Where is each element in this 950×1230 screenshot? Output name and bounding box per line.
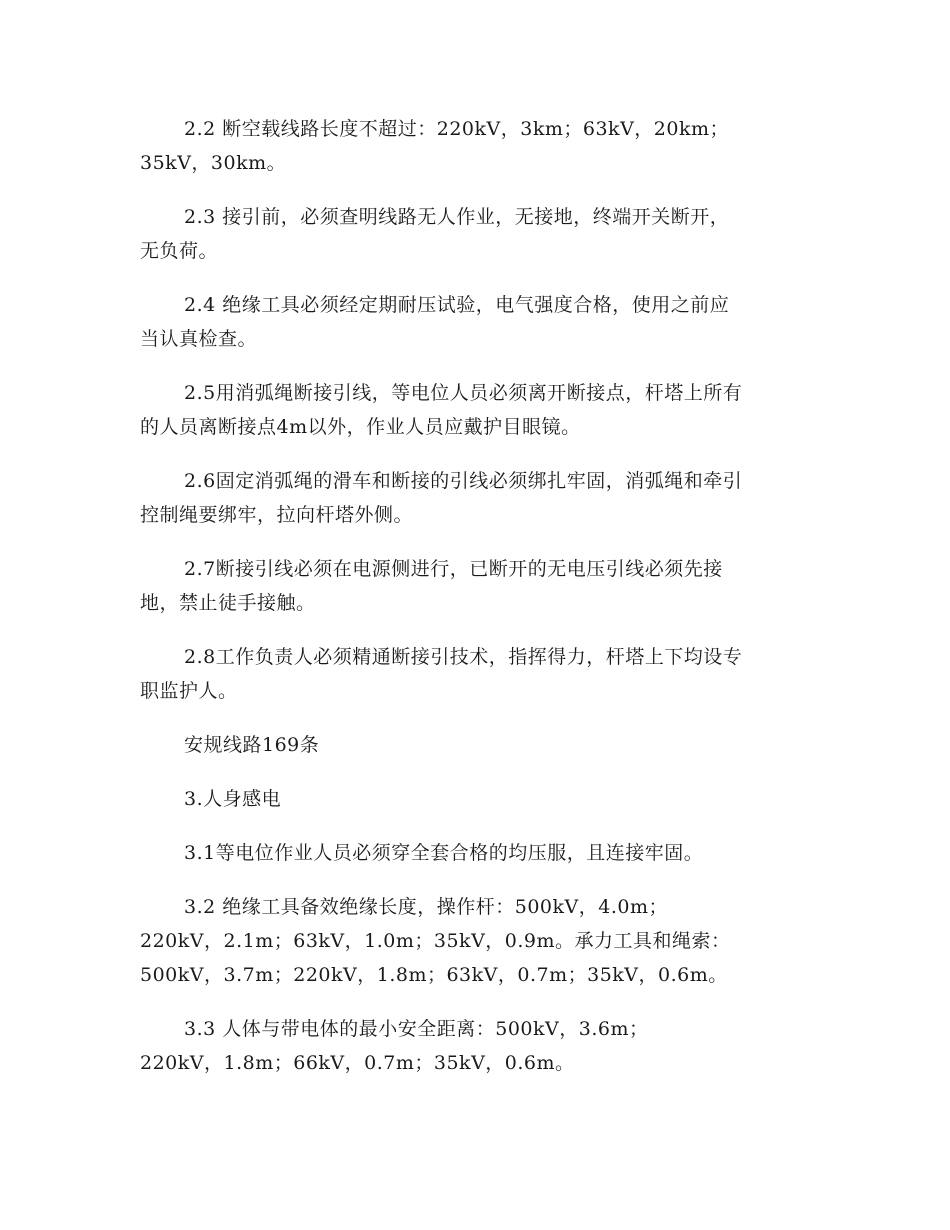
paragraph-line: 2.5用消弧绳断接引线，等电位人员必须离开断接点，杆塔上所有 [184,382,743,404]
paragraph-line: 2.4 绝缘工具必须经定期耐压试验，电气强度合格，使用之前应 [184,294,730,316]
paragraph-2-2 [140,112,820,180]
paragraph-line: 2.7断接引线必须在电源侧进行，已断开的无电压引线必须先接 [184,558,723,580]
paragraph-line: 控制绳要绑牢，拉向杆塔外侧。 [140,504,414,526]
paragraph-line: 职监护人。 [140,680,238,702]
paragraph-3-2 [140,890,820,992]
paragraph-line: 当认真检查。 [140,328,258,350]
paragraph-line: 220kV，1.8m；66kV，0.7m；35kV，0.6m。 [140,1052,575,1074]
paragraph-line: 地，禁止徒手接触。 [140,592,316,614]
paragraph-2-6 [140,464,820,532]
paragraph-line: 220kV，2.1m；63kV，1.0m；35kV，0.9m。承力工具和绳索： [140,930,731,952]
paragraph-line: 2.3 接引前，必须查明线路无人作业，无接地，终端开关断开， [184,206,730,228]
paragraph-line: 安规线路169条 [184,734,320,756]
paragraph-3-3 [140,1012,820,1080]
paragraph-2-3 [140,200,820,268]
paragraph-line: 3.2 绝缘工具备效绝缘长度，操作杆：500kV，4.0m； [184,896,668,918]
paragraph-line: 2.8工作负责人必须精通断接引技术，指挥得力，杆塔上下均设专 [184,646,743,668]
paragraph-line: 无负荷。 [140,240,219,262]
paragraph-3-1 [140,836,820,870]
paragraph-line: 500kV，3.7m；220kV，1.8m；63kV，0.7m；35kV，0.6m。 [140,964,728,986]
paragraph-2-8 [140,640,820,708]
paragraph-line: 35kV，30km。 [140,152,287,174]
section-heading [140,782,820,816]
paragraph-line: 3.3 人体与带电体的最小安全距离：500kV，3.6m； [184,1018,649,1040]
paragraph-line: 3.1等电位作业人员必须穿全套合格的均压服，且连接牢固。 [184,842,704,864]
document-body [140,112,820,1100]
paragraph-line: 2.2 断空载线路长度不超过：220kV，3km；63kV，20km； [184,118,729,140]
paragraph-2-7 [140,552,820,620]
regulation-reference [140,728,820,762]
paragraph-line: 的人员离断接点4m以外，作业人员应戴护目眼镜。 [140,416,581,438]
paragraph-2-5 [140,376,820,444]
paragraph-2-4 [140,288,820,356]
paragraph-line: 2.6固定消弧绳的滑车和断接的引线必须绑扎牢固，消弧绳和牵引 [184,470,743,492]
paragraph-line: 3.人身感电 [184,788,282,810]
